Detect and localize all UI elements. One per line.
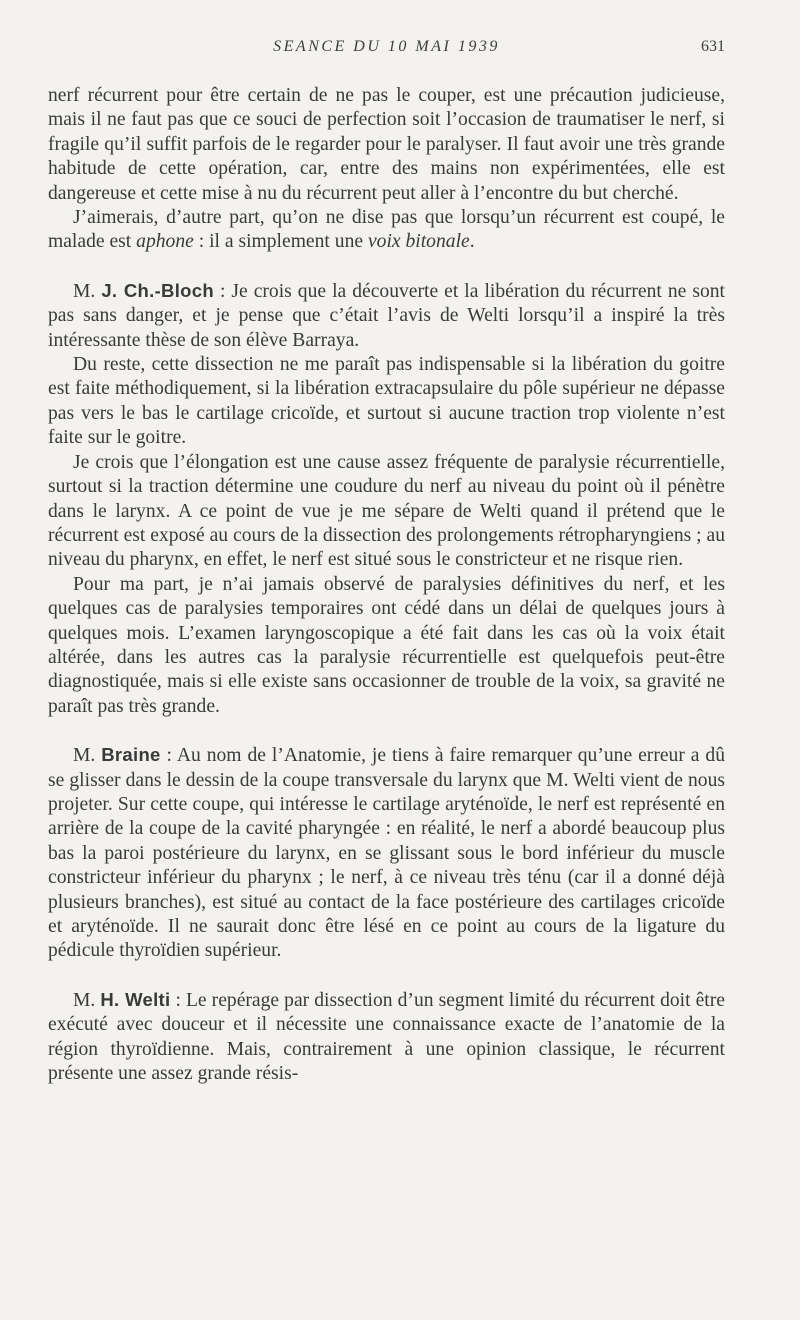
italic-text: aphone (136, 231, 194, 253)
text-run: J’aimerais, d’autre part, qu’on ne dise pas que lorsqu’un récurrent est coupé, le malade est (48, 207, 725, 253)
text-run: : Je crois que la découverte et la libération du récurrent ne sont pas sans danger, et je pense que c’était l’avis de Welti lorsqu’il a inspiré la très intéressante thèse de son élève Barraya. (48, 280, 725, 351)
speaker-name: H. Welti (100, 988, 171, 1010)
paragraph (48, 84, 725, 206)
text-run: : il a simplement une (193, 231, 368, 253)
text-run: nerf récurrent pour être certain de ne pas le couper, est une précaution judicieuse, mais il ne faut pas que ce souci de perfection soit l’occasion de traumatiser le nerf, si fragile qu’il suffit parfois de le regarder pour le paralyser. Il faut avoir une très grande habitude de cette opération, car, entre des mains non expérimentées, elle est dangereuse et cette mise à nu du récurrent peut aller à l’encontre du but cherché. (48, 85, 725, 204)
italic-text: voix bitonale (367, 231, 470, 253)
text-run: M. (73, 745, 102, 767)
text-run: : Au nom de l’Anatomie, je tiens à faire remarquer qu’une erreur a dû se glisser dans le dessin de la coupe transversale du larynx que M. Welti vient de nous projeter. Sur cette coupe, qui intéresse le cartilage aryténoïde, le nerf est représenté en arrière de la coupe de la cavité pharyngée : en réalité, le nerf a abordé beaucoup plus bas la paroi postérieure du larynx, en se glissant sous le bord inférieur du muscle constricteur inférieur du pharynx ; le nerf, à ce niveau très ténu (car il a donné déjà plusieurs branches), est situé au contact de la face postérieure des cartilages cricoïde et aryténoïde. Il ne saurait donc être lésé en ce point au cours de la ligature du pédicule thyroïdien supérieur. (48, 745, 725, 962)
speech-paragraph (48, 743, 725, 964)
text-run: . (469, 231, 475, 253)
running-title: SEANCE DU 10 MAI 1939 (273, 38, 500, 55)
paragraph (48, 353, 725, 451)
text-run: : Le repérage par dissection d’un segment limité du récurrent doit être exécuté avec douceur et il nécessite une connaissance exacte de l’anatomie de la région thyroïdienne. Mais, contrairement à une opinion classique, le récurrent présente une assez grande résis- (48, 989, 725, 1085)
text-run: M. (73, 280, 102, 302)
text-run: M. (73, 989, 101, 1011)
text-run: Pour ma part, je n’ai jamais observé de paralysies définitives du nerf, et les quelques cas de paralysies temporaires ont cédé dans un délai de quelques jours à quelques mois. L’examen laryngoscopique a été fait dans les cas où la voix était altérée, dans les autres cas la paralysie récurrentielle est quelquefois peut-être diagnostiquée, mais si elle existe sans occasionner de trouble de la voix, sa gravité ne paraît pas très grande. (48, 573, 725, 717)
page-number: 631 (701, 38, 725, 55)
speaker-name: J. Ch.-Bloch (101, 279, 214, 301)
speaker-name: Braine (101, 744, 161, 766)
body-text (48, 84, 725, 1086)
paragraph (48, 451, 725, 573)
paragraph (48, 206, 725, 255)
speech-paragraph (48, 279, 725, 353)
text-run: Je crois que l’élongation est une cause assez fréquente de paralysie récurrentielle, surtout si la traction détermine une coudure du nerf au niveau du point où il pénètre dans le larynx. A ce point de vue je me sépare de Welti quand il prétend que le récurrent est exposé au cours de la dissection des prolongements rétropharyngiens ; au niveau du pharynx, en effet, le nerf est situé sous le constricteur et ne risque rien. (48, 451, 725, 571)
page-header (48, 38, 725, 62)
text-run: Du reste, cette dissection ne me paraît pas indispensable si la libération du goitre est faite méthodiquement, si la libération extracapsulaire du pôle supérieur ne dépasse pas vers le bas le cartilage cricoïde, et surtout si aucune traction trop violente n’est faite sur le goitre. (48, 354, 725, 449)
paragraph (48, 573, 725, 719)
speech-paragraph (48, 988, 725, 1087)
